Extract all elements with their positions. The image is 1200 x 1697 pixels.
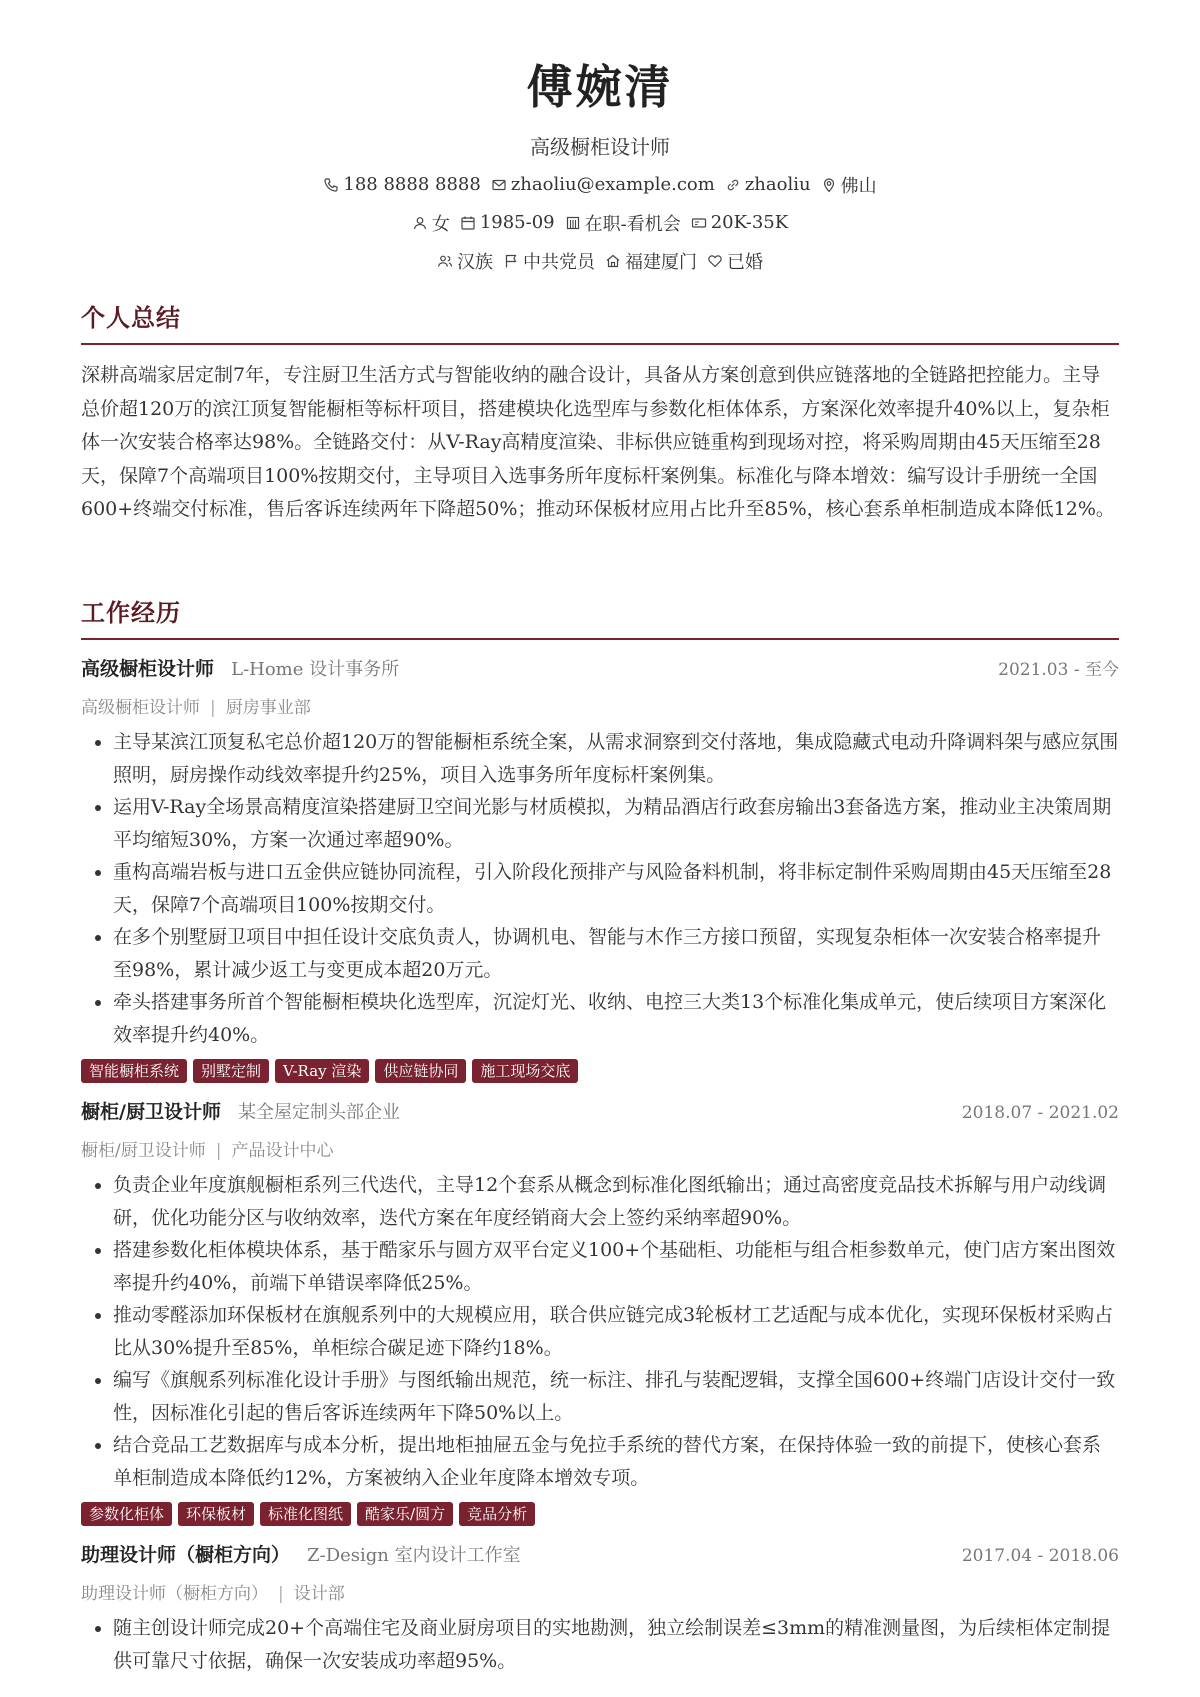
skill-tags [81,1502,1119,1526]
wechat-item [725,174,811,195]
wechat-text: zhaoliu [744,174,811,196]
flag-icon [503,253,519,269]
bullet-item: • 随主创设计师完成20+个高端住宅及商业厨房项目的实地勘测，独立绘制误差≤3mm的精准测量图，为后续柜体定制提供可靠尺寸依据，确保一次安装成功率超95%。 [113,1612,1119,1677]
candidate-name: 傅婉清 [526,60,674,114]
job-dept: 产品设计中心 [231,1141,334,1161]
skill-tag: 供应链协同 [375,1059,466,1083]
summary-section [81,298,1119,527]
calendar-icon [460,215,476,231]
party-item [503,248,595,274]
birth-item [460,212,555,233]
bullet-item: • 运用V-Ray全场景高精度渲染搭建厨卫空间光影与材质模拟，为精品酒店行政套房输出3套备选方案，推动业主决策周期平均缩短30%，方案一次通过率超90%。 [113,791,1119,856]
skill-tag: V-Ray 渲染 [275,1059,369,1083]
location-text: 佛山 [840,175,877,197]
job-bullets [81,1169,1119,1494]
experience-divider [81,638,1119,640]
marital-text: 已婚 [727,251,763,273]
job-role: 助理设计师（橱柜方向） [81,1584,268,1604]
location-item [821,172,877,198]
job-header [81,654,1119,681]
job-dept: 厨房事业部 [225,698,311,718]
summary-text: 深耕高端家居定制7年，专注厨卫生活方式与智能收纳的融合设计，具备从方案创意到供应链落地的全链路把控能力。主导总价超120万的滨江顶复智能橱柜等标杆项目，搭建模块化选型库与参数化柜体体系，方案深化效率提升40%以上，复杂柜体一次安装合格率达98%。全链路交付：从V-Ray高精度渲染、非标供应链重构到现场对控，将采购周期由45天压缩至28天，保障7个高端项目100%按期交付，主导项目入选事务所年度标杆案例集。标准化与降本增效：编写设计手册统一全国600+终端交付标准，售后客诉连续两年下降超50%；推动环保板材应用占比升至85%，核心套系单柜制造成本降低12%。 [81,364,1115,520]
skill-tag: 别墅定制 [193,1059,269,1083]
job-title: 助理设计师（橱柜方向） [81,1544,291,1566]
job-entry [81,1540,1119,1677]
job-company: L-Home 设计事务所 [231,659,400,680]
job-dept: 设计部 [293,1584,345,1604]
heart-icon [707,253,723,269]
salary-item [691,212,788,233]
job-header [81,1540,1119,1567]
bullet-item: • 主导某滨江顶复私宅总价超120万的智能橱柜系统全案，从需求洞察到交付落地，集成隐藏式电动升降调料架与感应氛围照明，厨房操作动线效率提升约25%，项目入选事务所年度标杆案例集。 [113,726,1119,791]
job-header [81,1097,1119,1124]
phone-item [323,174,480,195]
personal-row [0,210,1200,236]
skill-tag: 环保板材 [178,1502,254,1526]
bullet-item: • 重构高端岩板与进口五金供应链协同流程，引入阶段化预排产与风险备料机制，将非标定制件采购周期由45天压缩至28天，保障7个高端项目100%按期交付。 [113,856,1119,921]
skill-tag: 智能橱柜系统 [81,1059,187,1083]
job-bullets [81,1612,1119,1677]
experience-section [81,593,1119,1677]
job-title: 橱柜/厨卫设计师 [81,1101,221,1123]
experience-heading: 工作经历 [81,598,181,627]
skill-tag: 酷家乐/圆方 [357,1502,453,1526]
wechat-icon [725,177,741,193]
bullet-item: • 推动零醛添加环保板材在旗舰系列中的大规模应用，联合供应链完成3轮板材工艺适配与成本优化，实现环保板材采购占比从30%提升至85%，单柜综合碳足迹下降约18%。 [113,1299,1119,1364]
skill-tag: 标准化图纸 [260,1502,351,1526]
bullet-item: • 在多个别墅厨卫项目中担任设计交底负责人，协调机电、智能与木作三方接口预留，实现复杂柜体一次安装合格率提升至98%，累计减少返工与变更成本超20万元。 [113,921,1119,986]
job-entry [81,654,1119,1083]
resume-header [0,0,1200,274]
hometown-text: 福建厦门 [625,251,697,273]
job-subtitle [81,1579,1119,1604]
job-date: 2021.03 - 至今 [998,660,1119,680]
summary-divider [81,343,1119,345]
bullet-item: • 牵头搭建事务所首个智能橱柜模块化选型库，沉淀灯光、收纳、电控三大类13个标准化集成单元，使后续项目方案深化效率提升约40%。 [113,986,1119,1051]
separator: | [278,1584,284,1604]
location-icon [821,177,837,193]
phone-icon [323,177,339,193]
salary-text: 20K-35K [710,212,789,234]
summary-heading: 个人总结 [81,303,181,332]
job-date: 2018.07 - 2021.02 [961,1103,1119,1123]
briefcase-icon [565,215,581,231]
ethnicity-item [437,248,493,274]
separator: | [210,698,216,718]
skill-tag: 施工现场交底 [472,1059,578,1083]
job-role: 高级橱柜设计师 [81,698,200,718]
status-text: 在职-看机会 [584,213,681,235]
email-item[interactable] [491,174,715,195]
status-item [565,210,681,236]
job-bullets [81,726,1119,1051]
skill-tag: 参数化柜体 [81,1502,172,1526]
skill-tag: 竞品分析 [459,1502,535,1526]
user-icon [412,215,428,231]
bullet-item: • 负责企业年度旗舰橱柜系列三代迭代，主导12个套系从概念到标准化图纸输出；通过高密度竞品技术拆解与用户动线调研，优化功能分区与收纳效率，迭代方案在年度经销商大会上签约采纳率超90%。 [113,1169,1119,1234]
birth-text: 1985-09 [479,212,555,234]
email-text: zhaoliu@example.com [510,174,715,196]
contact-row [0,172,1200,198]
bullet-item: • 编写《旗舰系列标准化设计手册》与图纸输出规范，统一标注、排孔与装配逻辑，支撑全国600+终端门店设计交付一致性，因标准化引起的售后客诉连续两年下降50%以上。 [113,1364,1119,1429]
candidate-title: 高级橱柜设计师 [530,134,670,159]
home-icon [605,253,621,269]
bullet-item: • 搭建参数化柜体模块体系，基于酷家乐与圆方双平台定义100+个基础柜、功能柜与组合柜参数单元，使门店方案出图效率提升约40%，前端下单错误率降低25%。 [113,1234,1119,1299]
separator: | [215,1141,222,1161]
job-entry [81,1097,1119,1526]
money-icon [691,215,707,231]
phone-text: 188 8888 8888 [343,174,481,196]
bullet-item: • 结合竞品工艺数据库与成本分析，提出地柜抽屉五金与免拉手系统的替代方案，在保持体验一致的前提下，使核心套系单柜制造成本降低约12%，方案被纳入企业年度降本增效专项。 [113,1429,1119,1494]
job-company: 某全屋定制头部企业 [238,1102,401,1123]
job-title: 高级橱柜设计师 [81,658,215,680]
gender-item [412,210,450,236]
skill-tags [81,1059,1119,1083]
job-subtitle [81,1136,1119,1161]
extra-row [0,248,1200,274]
ethnicity-text: 汉族 [457,251,493,273]
group-icon [437,253,453,269]
job-subtitle [81,693,1119,718]
mail-icon [491,177,507,193]
party-text: 中共党员 [523,251,595,273]
marital-item [707,248,763,274]
job-date: 2017.04 - 2018.06 [961,1546,1119,1566]
gender-text: 女 [431,213,450,235]
job-role: 橱柜/厨卫设计师 [81,1141,206,1161]
hometown-item [605,248,697,274]
job-company: Z-Design 室内设计工作室 [307,1545,521,1566]
